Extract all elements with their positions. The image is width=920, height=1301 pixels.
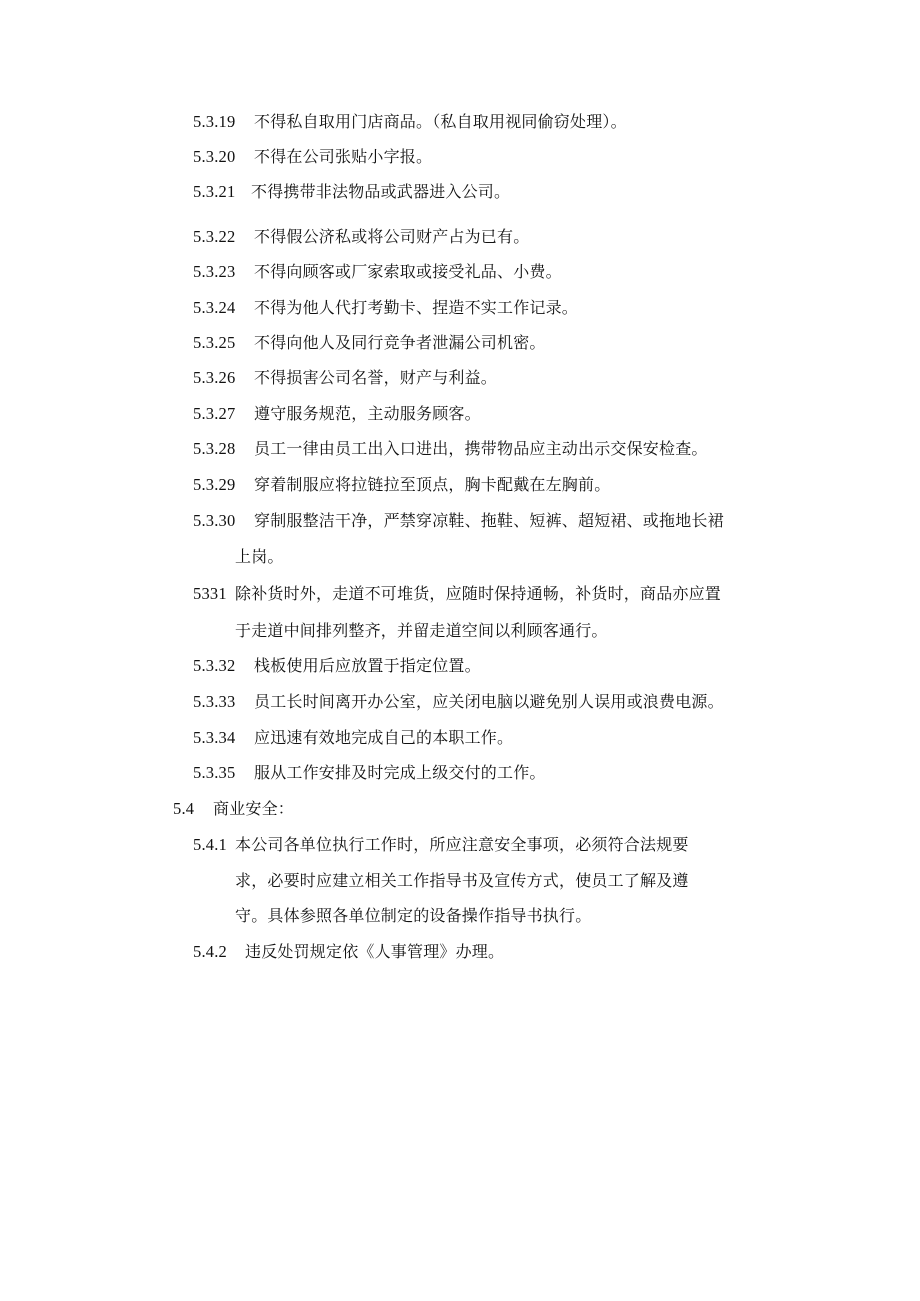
rule-number: 5.3.30 — [193, 511, 236, 530]
rule-5-3-32 — [193, 656, 481, 676]
rule-number: 5.3.20 — [193, 147, 236, 166]
rule-5-4-1 — [193, 835, 689, 855]
rule-text: 违反处罚规定依《人事管理》办理。 — [245, 942, 505, 961]
rule-5331-continuation — [235, 621, 608, 641]
rule-text: 不得向顾客或厂家索取或接受礼品、小费。 — [254, 262, 562, 281]
rule-5-3-19 — [193, 112, 627, 132]
rule-number: 5.3.22 — [193, 227, 236, 246]
rule-text-continuation: 求，必要时应建立相关工作指导书及宣传方式，使员工了解及遵 — [235, 871, 689, 890]
rule-5-3-24 — [193, 298, 578, 318]
rule-number: 5.3.33 — [193, 692, 236, 711]
rule-number: 5.3.19 — [193, 112, 236, 131]
rule-text-continuation: 上岗。 — [235, 547, 284, 566]
rule-text: 栈板使用后应放置于指定位置。 — [254, 656, 481, 675]
rule-5-3-23 — [193, 262, 562, 282]
rule-5-3-27 — [193, 404, 481, 424]
rule-number: 5.3.23 — [193, 262, 236, 281]
rule-text-continuation: 于走道中间排列整齐，并留走道空间以利顾客通行。 — [235, 621, 608, 640]
section-5-4-heading — [173, 799, 294, 819]
rule-number: 5.3.34 — [193, 728, 236, 747]
rule-text: 应迅速有效地完成自己的本职工作。 — [254, 728, 514, 747]
rule-text: 员工长时间离开办公室，应关闭电脑以避免别人误用或浪费电源。 — [254, 692, 724, 711]
rule-5-3-20 — [193, 147, 432, 167]
rule-text: 穿制服整洁干净，严禁穿凉鞋、拖鞋、短裤、超短裙、或拖地长裙 — [254, 511, 724, 530]
rule-text: 穿着制服应将拉链拉至顶点，胸卡配戴在左胸前。 — [254, 475, 611, 494]
rule-5-3-34 — [193, 728, 513, 748]
rule-5-3-30 — [193, 511, 724, 531]
rule-number: 5.3.21 — [193, 182, 236, 201]
section-number: 5.4 — [173, 799, 195, 818]
rule-number: 5.4.2 — [193, 942, 227, 961]
rule-5-3-35 — [193, 763, 546, 783]
rule-text: 服从工作安排及时完成上级交付的工作。 — [254, 763, 546, 782]
rule-number: 5.3.29 — [193, 475, 236, 494]
rule-5-3-29 — [193, 475, 610, 495]
rule-text: 除补货时外，走道不可堆货，应随时保持通畅，补货时，商品亦应置 — [235, 584, 722, 603]
rule-text: 员工一律由员工出入口进出，携带物品应主动出示交保安检查。 — [254, 439, 708, 458]
rule-text: 不得在公司张贴小字报。 — [254, 147, 433, 166]
rule-text: 遵守服务规范，主动服务顾客。 — [254, 404, 481, 423]
section-title: 商业安全： — [213, 799, 295, 818]
rule-text: 不得损害公司名誉，财产与利益。 — [254, 368, 498, 387]
rule-number: 5.3.27 — [193, 404, 236, 423]
rule-number: 5.3.25 — [193, 333, 236, 352]
rule-5-3-26 — [193, 368, 497, 388]
rule-text: 不得携带非法物品或武器进入公司。 — [251, 182, 511, 201]
rule-text: 不得向他人及同行竞争者泄漏公司机密。 — [254, 333, 546, 352]
rule-text: 不得假公济私或将公司财产占为已有。 — [254, 227, 530, 246]
rule-number: 5.3.26 — [193, 368, 236, 387]
rule-number: 5331 — [193, 584, 227, 603]
rule-text-continuation: 守。具体参照各单位制定的设备操作指导书执行。 — [235, 906, 592, 925]
rule-number: 5.3.28 — [193, 439, 236, 458]
rule-text: 不得为他人代打考勤卡、捏造不实工作记录。 — [254, 298, 579, 317]
rule-5331 — [193, 584, 721, 604]
rule-text: 本公司各单位执行工作时，所应注意安全事项，必须符合法规要 — [235, 835, 689, 854]
rule-number: 5.3.35 — [193, 763, 236, 782]
rule-number: 5.3.32 — [193, 656, 236, 675]
rule-5-3-22 — [193, 227, 529, 247]
rule-5-3-33 — [193, 692, 724, 712]
rule-5-4-2 — [193, 942, 504, 962]
rule-5-3-28 — [193, 439, 708, 459]
rule-number: 5.3.24 — [193, 298, 236, 317]
rule-number: 5.4.1 — [193, 835, 227, 854]
rule-5-3-21 — [193, 182, 510, 202]
rule-5-4-1-continuation-1 — [235, 871, 689, 891]
rule-5-3-25 — [193, 333, 546, 353]
rule-5-4-1-continuation-2 — [235, 906, 591, 926]
rule-5-3-30-continuation — [235, 547, 284, 567]
rule-text: 不得私自取用门店商品。（私自取用视同偷窃处理）。 — [254, 112, 627, 131]
